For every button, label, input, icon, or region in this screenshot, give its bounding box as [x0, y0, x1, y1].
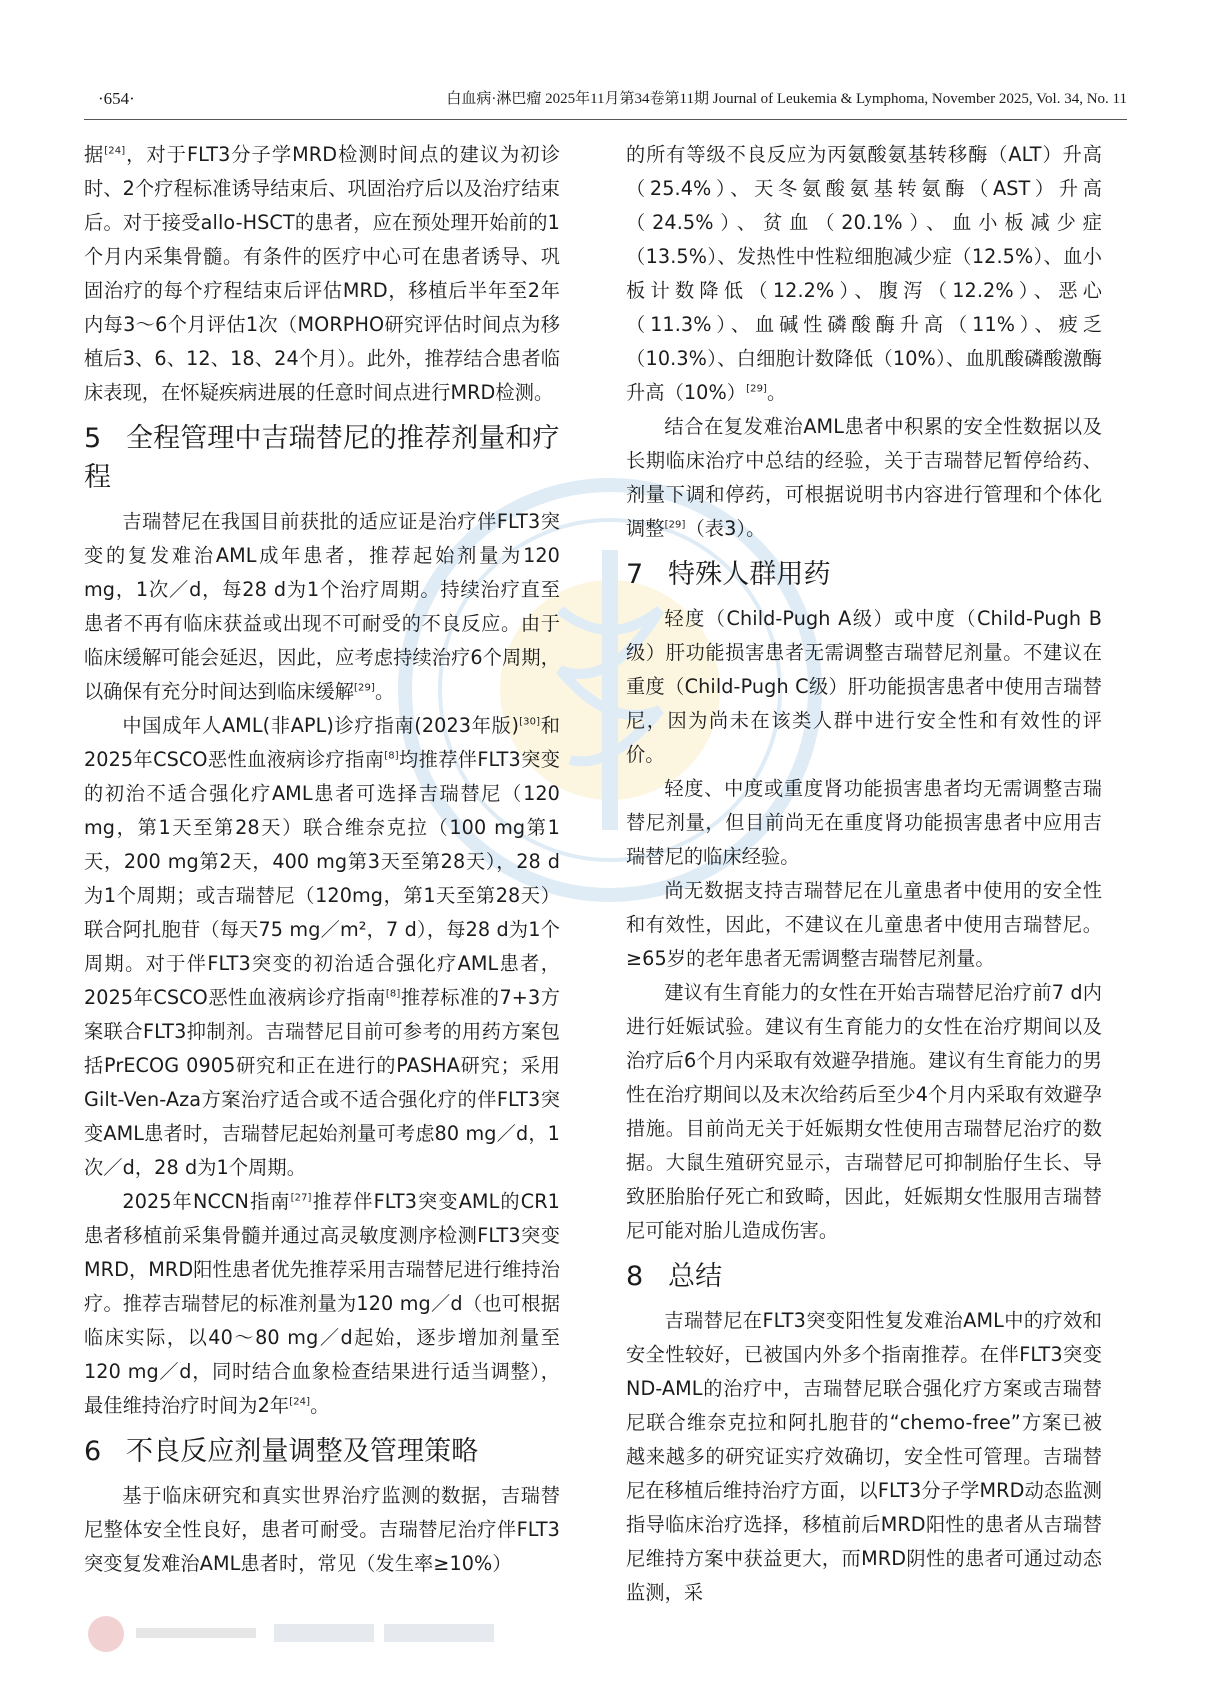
paragraph: 据[24]，对于FLT3分子学MRD检测时间点的建议为初诊时、2个疗程标准诱导结束后、巩固治疗后以及治疗结束后。对于接受allo-HSCT的患者，应在预处理开始前的1个月内采集骨髓。有条件的医疗中心可在患者诱导、巩固治疗的每个疗程结束后评估MRD，移植后半年至2年内每3～6个月评估1次（MORPHO研究评估时间点为移植后3、6、12、18、24个月）。此外，推荐结合患者临床表现，在怀疑疾病进展的任意时间点进行MRD检测。: [84, 143, 560, 404]
paragraph: 2025年NCCN指南[27]推荐伴FLT3突变AML的CR1患者移植前采集骨髓并通过高灵敏度测序检测FLT3突变MRD，MRD阳性患者优先推荐采用吉瑞替尼进行维持治疗。推荐吉瑞替尼的标准剂量为120 mg／d（也可根据临床实际，以40～80 mg／d起始，逐步增加剂量至120 mg／d，同时结合血象检查结果进行适当调整），最佳维持治疗时间为2年[24]。: [84, 1190, 560, 1417]
page-number: ·654·: [98, 89, 135, 108]
paragraph: 尚无数据支持吉瑞替尼在儿童患者中使用的安全性和有效性，因此，不建议在儿童患者中使用吉瑞替尼。≥65岁的老年患者无需调整吉瑞替尼剂量。: [626, 879, 1102, 970]
publisher-footer-logo: [84, 1612, 514, 1656]
paragraph: 轻度、中度或重度肾功能损害患者均无需调整吉瑞替尼剂量，但目前尚无在重度肾功能损害患者中应用吉瑞替尼的临床经验。: [626, 777, 1102, 868]
paragraph: 吉瑞替尼在我国目前获批的适应证是治疗伴FLT3突变的复发难治AML成年患者，推荐起始剂量为120 mg，1次／d，每28 d为1个治疗周期。持续治疗直至患者不再有临床获益或出现不可耐受的不良反应。由于临床缓解可能会延迟，因此，应考虑持续治疗6个周期，以确保有充分时间达到临床缓解[29]。: [84, 510, 560, 703]
citation[interactable]: [30]: [519, 716, 541, 728]
citation[interactable]: [29]: [664, 519, 686, 531]
paragraph: 的所有等级不良反应为丙氨酸氨基转移酶（ALT）升高（25.4%）、天冬氨酸氨基转氨酶（AST）升高（24.5%）、贫血（20.1%）、血小板减少症（13.5%）、发热性中性粒细胞减少症（12.5%）、血小板计数降低（12.2%）、腹泻（12.2%）、恶心（11.3%）、血碱性磷酸酶升高（11%）、疲乏（10.3%）、白细胞计数降低（10%）、血肌酸磷酸激酶升高（10%）[29]。: [626, 143, 1102, 404]
right-column: [626, 138, 1102, 1610]
paragraph: 中国成年人AML(非APL)诊疗指南(2023年版)[30]和2025年CSCO恶性血液病诊疗指南[8]均推荐伴FLT3突变的初治不适合强化疗AML患者可选择吉瑞替尼（120 mg，第1天至第28天）联合维奈克拉（100 mg第1天，200 mg第2天，400 mg第3天至第28天），28 d为1个周期；或吉瑞替尼（120mg，第1天至第28天）联合阿扎胞苷（每天75 mg／m²，7 d），每28 d为1个周期。对于伴FLT3突变的初治适合强化疗AML患者，2025年CSCO恶性血液病诊疗指南[8]推荐标准的7+3方案联合FLT3抑制剂。吉瑞替尼目前可参考的用药方案包括PrECOG 0905研究和正在进行的PASHA研究；采用Gilt-Ven-Aza方案治疗适合或不适合强化疗的伴FLT3突变AML患者时，吉瑞替尼起始剂量可考虑80 mg／d，1次／d，28 d为1个周期。: [84, 714, 560, 1179]
citation[interactable]: [29]: [354, 682, 375, 694]
paragraph: 吉瑞替尼在FLT3突变阳性复发难治AML中的疗效和安全性较好，已被国内外多个指南推荐。在伴FLT3突变ND-AML的治疗中，吉瑞替尼联合强化疗方案或吉瑞替尼联合维奈克拉和阿扎胞苷的“chemo-free”方案已被越来越多的研究证实疗效确切，安全性可管理。吉瑞替尼在移植后维持治疗方面，以FLT3分子学MRD动态监测指导临床治疗选择，移植前后MRD阳性的患者从吉瑞替尼维持方案中获益更大，而MRD阴性的患者可通过动态监测，采: [626, 1309, 1102, 1604]
citation[interactable]: [29]: [746, 383, 768, 395]
header-rule: [84, 119, 1127, 120]
paragraph: 基于临床研究和真实世界治疗监测的数据，吉瑞替尼整体安全性良好，患者可耐受。吉瑞替尼治疗伴FLT3突变复发难治AML患者时，常见（发生率≥10%）: [84, 1484, 560, 1575]
paragraph: 轻度（Child-Pugh A级）或中度（Child-Pugh B级）肝功能损害患者无需调整吉瑞替尼剂量。不建议在重度（Child-Pugh C级）肝功能损害患者中使用吉瑞替尼，因为尚未在该类人群中进行安全性和有效性的评价。: [626, 607, 1102, 766]
citation[interactable]: [8]: [385, 988, 401, 1000]
citation[interactable]: [24]: [289, 1396, 311, 1408]
paragraph: 结合在复发难治AML患者中积累的安全性数据以及长期临床治疗中总结的经验，关于吉瑞替尼暂停给药、剂量下调和停药，可根据说明书内容进行管理和个体化调整[29]（表3）。: [626, 415, 1102, 540]
section-heading-5: 5 全程管理中吉瑞替尼的推荐剂量和疗程: [84, 423, 560, 493]
section-heading-6: 6 不良反应剂量调整及管理策略: [84, 1436, 479, 1467]
citation[interactable]: [8]: [384, 750, 399, 762]
section-heading-8: 8 总结: [626, 1261, 723, 1292]
journal-running-title: 白血病·淋巴瘤 2025年11月第34卷第11期 Journal of Leukemia & Lymphoma, November 2025, Vol. 34, No. 11: [446, 91, 1127, 107]
citation[interactable]: [24]: [104, 145, 126, 157]
citation[interactable]: [27]: [290, 1192, 312, 1204]
paragraph: 建议有生育能力的女性在开始吉瑞替尼治疗前7 d内进行妊娠试验。建议有生育能力的女性在治疗期间以及治疗后6个月内采取有效避孕措施。建议有生育能力的男性在治疗期间以及末次给药后至少4个月内采取有效避孕措施。目前尚无关于妊娠期女性使用吉瑞替尼治疗的数据。大鼠生殖研究显示，吉瑞替尼可抑制胎仔生长、导致胚胎胎仔死亡和致畸，因此，妊娠期女性服用吉瑞替尼可能对胎儿造成伤害。: [626, 981, 1102, 1242]
section-heading-7: 7 特殊人群用药: [626, 559, 831, 590]
left-column: [84, 138, 560, 1581]
